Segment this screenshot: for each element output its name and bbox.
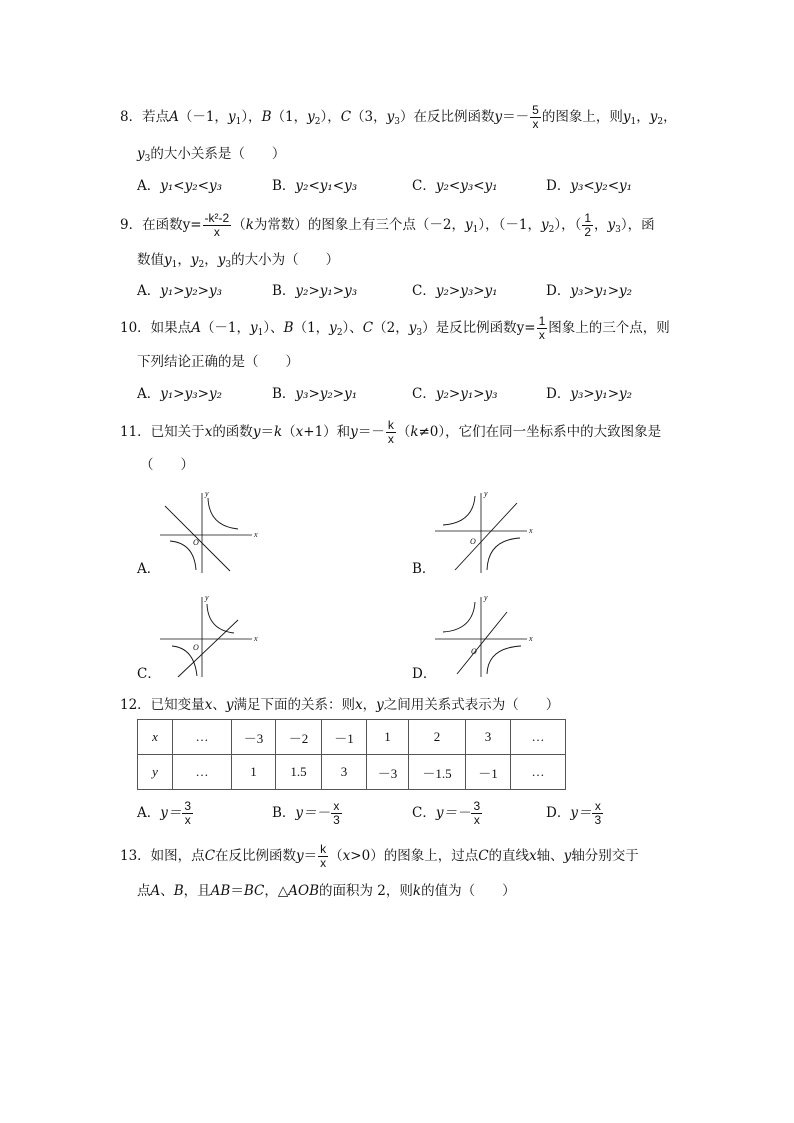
point-c: C xyxy=(362,320,374,336)
text: 8．若点 xyxy=(120,109,170,125)
q10-option-c[interactable] xyxy=(412,384,498,404)
var-y: y xyxy=(465,217,473,233)
table-cell: … xyxy=(511,720,566,755)
option-text: y₃>y₁>y₂ xyxy=(570,283,633,299)
option-label: A． xyxy=(137,386,161,402)
sub: 1 xyxy=(472,225,479,235)
origin-label: O xyxy=(471,647,477,656)
option-text: y₂>y₁>y₃ xyxy=(435,386,498,402)
option-label: B． xyxy=(412,561,436,577)
table-cell: … xyxy=(511,755,566,790)
hyperbola-branch xyxy=(443,496,475,525)
text: ， xyxy=(594,217,608,233)
text: 为常数）的图象上有三个点（－2， xyxy=(253,217,465,233)
text: ）， xyxy=(241,109,262,125)
text: ）在反比例函数 xyxy=(400,109,495,125)
table-cell: 1 xyxy=(232,755,276,790)
var-y: y xyxy=(296,848,304,864)
point-a: A xyxy=(191,320,201,336)
q8-stem-line2 xyxy=(137,144,285,169)
q10-stem-line2 xyxy=(137,352,299,372)
text: +1）和 xyxy=(303,424,351,440)
option-text: y₁>y₃>y₂ xyxy=(160,386,222,402)
numerator: 1 xyxy=(584,211,592,225)
q12-value-table xyxy=(137,719,566,790)
text: （ ） xyxy=(140,457,194,473)
text: 下列结论正确的是（ ） xyxy=(137,354,299,370)
numerator: 3 xyxy=(473,799,481,813)
option-text: y₁>y₂>y₃ xyxy=(160,283,222,299)
var-y: y xyxy=(376,697,384,713)
var-y: y xyxy=(307,109,315,125)
option-label: A． xyxy=(137,178,161,194)
option-text: y＝－ xyxy=(435,805,471,821)
text: 轴分别交于 xyxy=(571,848,639,864)
text: 的大小为（ ） xyxy=(231,252,340,268)
text: （3， xyxy=(351,109,387,125)
q11-stem-line2 xyxy=(140,455,194,475)
option-label: D． xyxy=(546,805,571,821)
q9-option-c[interactable] xyxy=(412,281,498,301)
fraction xyxy=(471,800,482,827)
text: 之间用关系式表示为（ ） xyxy=(383,697,560,713)
option-label: C． xyxy=(412,283,436,299)
text: y= xyxy=(516,320,536,336)
axis-x-label: x xyxy=(529,526,533,535)
var-y: y xyxy=(329,320,337,336)
var-x: x xyxy=(204,424,213,440)
text: 9．在函数 xyxy=(120,217,183,233)
q11-option-d[interactable] xyxy=(412,664,436,684)
table-cell: 1.5 xyxy=(276,755,322,790)
text: （－1， xyxy=(200,320,251,336)
var-x: x xyxy=(529,848,537,864)
line-graph xyxy=(457,612,507,674)
var-x: x xyxy=(354,697,363,713)
cell-text: y xyxy=(152,764,158,779)
segment-bc: BC xyxy=(243,883,265,899)
q8-option-c[interactable] xyxy=(412,176,498,196)
text: 13．如图，点 xyxy=(120,848,205,864)
option-label: C． xyxy=(412,178,436,194)
text: 11．已知关于 xyxy=(120,424,205,440)
hyperbola-branch xyxy=(207,604,234,633)
q10-option-a[interactable] xyxy=(137,384,222,404)
var-y: y xyxy=(225,697,234,713)
denominator: x xyxy=(538,328,545,342)
q13-stem-line1 xyxy=(120,843,639,870)
text: ），（－1， xyxy=(478,217,541,233)
option-label: A． xyxy=(137,283,161,299)
text: 的直线 xyxy=(488,848,530,864)
hyperbola-branch xyxy=(443,602,475,632)
var-k: k xyxy=(410,424,419,440)
sub: 3 xyxy=(225,260,232,270)
text: 的面积为 2，则 xyxy=(319,883,413,899)
text: （1， xyxy=(293,320,330,336)
denominator: 3 xyxy=(594,813,602,827)
text: 图象上的三个点，则 xyxy=(548,320,670,336)
point-b: B xyxy=(283,320,294,336)
option-label: D． xyxy=(546,178,571,194)
axis-y-label: y xyxy=(484,489,488,498)
denominator: x xyxy=(320,856,327,870)
q11-stem-line1 xyxy=(120,419,661,446)
text: 的图象上，则 xyxy=(541,109,623,125)
option-text: y₁<y₂<y₃ xyxy=(160,178,222,194)
axis-x-label: x xyxy=(254,634,258,643)
text: ，且 xyxy=(183,883,211,899)
hyperbola-branch xyxy=(208,498,238,529)
line-graph xyxy=(455,503,517,570)
numerator: 3 xyxy=(184,799,192,813)
denominator: x xyxy=(184,813,191,827)
denominator: x xyxy=(532,117,539,131)
option-label: B． xyxy=(272,178,296,194)
text: ，△ xyxy=(264,883,289,899)
q8-option-d[interactable] xyxy=(546,176,632,196)
text: （1， xyxy=(271,109,308,125)
fraction xyxy=(318,843,328,870)
cell-text: x xyxy=(152,729,158,744)
option-text: y₃>y₂>y₁ xyxy=(295,386,358,402)
var-x: x xyxy=(295,424,304,440)
numerator: 1 xyxy=(538,314,546,328)
fraction xyxy=(182,800,193,827)
option-label: C． xyxy=(412,386,436,402)
row-header-y xyxy=(138,755,173,790)
text: 的大小关系是（ ） xyxy=(150,146,286,162)
q12-option-c[interactable] xyxy=(412,800,483,827)
var-y: y xyxy=(540,217,549,233)
text: 满足下面的关系：则 xyxy=(233,697,355,713)
axis-y-label: y xyxy=(205,489,209,498)
text: （2， xyxy=(373,320,409,336)
denominator: 2 xyxy=(584,225,592,239)
table-row xyxy=(138,720,566,755)
hyperbola-branch xyxy=(487,538,520,570)
sub: 2 xyxy=(198,260,205,270)
q9-stem-line1 xyxy=(120,212,655,240)
option-label: D． xyxy=(546,283,571,299)
option-text: y₃<y₂<y₁ xyxy=(570,178,633,194)
var-y: y xyxy=(227,109,236,125)
q12-option-b[interactable] xyxy=(272,800,343,827)
triangle-aob: AOB xyxy=(288,883,319,899)
text: ）、 xyxy=(263,320,284,336)
option-text: y＝ xyxy=(570,805,592,821)
table-cell: 3 xyxy=(466,720,511,755)
fraction xyxy=(331,800,342,827)
text: ）、 xyxy=(342,320,363,336)
q12-option-d[interactable] xyxy=(546,800,604,827)
text: ＝ xyxy=(303,848,318,864)
sub: 1 xyxy=(630,117,637,127)
fraction xyxy=(537,315,548,342)
q11-option-c[interactable] xyxy=(137,664,161,684)
denominator: x xyxy=(213,225,220,239)
numerator: 5 xyxy=(532,103,539,117)
var-k: k xyxy=(273,424,283,440)
fraction xyxy=(592,800,603,827)
option-text: y＝－ xyxy=(295,805,331,821)
text: ＝－ xyxy=(357,424,385,440)
var-y: y xyxy=(137,146,145,162)
option-label: A． xyxy=(137,805,161,821)
origin-label: O xyxy=(470,537,476,546)
text: ），函 xyxy=(620,217,655,233)
fraction-half xyxy=(582,212,593,239)
option-label: B． xyxy=(272,283,296,299)
segment-ab: AB xyxy=(210,883,231,899)
numerator: k xyxy=(387,418,394,432)
sub: 2 xyxy=(657,117,664,127)
var-y: y xyxy=(386,109,395,125)
option-text: y₃>y₁>y₂ xyxy=(570,386,633,402)
axis-x-label: x xyxy=(529,634,533,643)
fraction xyxy=(386,419,396,446)
sub: 1 xyxy=(171,260,178,270)
text: （ xyxy=(329,848,343,864)
q11-graph-c[interactable] xyxy=(160,592,270,677)
option-label: B． xyxy=(272,386,296,402)
sub: 2 xyxy=(548,225,555,235)
var-y: y xyxy=(649,109,658,125)
var-y: y xyxy=(252,424,261,440)
var-x: x xyxy=(342,848,351,864)
hyperbola-branch xyxy=(487,646,521,674)
axis-y-label: y xyxy=(484,593,488,602)
text: >0）的图象上，过点 xyxy=(350,848,479,864)
q11-graph-a[interactable] xyxy=(160,488,270,573)
point-b: B xyxy=(173,883,184,899)
numerator: x xyxy=(592,800,603,814)
origin-label: O xyxy=(193,643,199,652)
option-label: C． xyxy=(137,666,161,682)
option-label: D． xyxy=(412,666,437,682)
q9-option-b[interactable] xyxy=(272,281,357,301)
sub: 3 xyxy=(615,225,621,235)
table-cell: －2 xyxy=(276,720,322,755)
text: 点 xyxy=(137,883,151,899)
origin-label: O xyxy=(193,538,199,547)
var-y: y xyxy=(164,252,172,268)
table-cell: … xyxy=(173,720,232,755)
row-header-x xyxy=(138,720,173,755)
text: ≠0），它们在同一坐标系中的大致图象是 xyxy=(418,424,662,440)
text: 10．如果点 xyxy=(120,320,192,336)
q9-option-a[interactable] xyxy=(137,281,222,301)
text: 数值 xyxy=(137,252,164,268)
table-cell: －1 xyxy=(322,720,367,755)
option-label: B． xyxy=(272,805,296,821)
numerator: x xyxy=(331,800,342,814)
sub: 2 xyxy=(336,328,343,338)
q11-option-b[interactable] xyxy=(412,559,435,579)
option-text: y₂>y₃>y₁ xyxy=(435,283,498,299)
table-cell: －3 xyxy=(367,755,409,790)
var-y: y xyxy=(563,848,572,864)
text: （ xyxy=(396,424,411,440)
table-cell: … xyxy=(173,755,232,790)
fraction xyxy=(203,212,232,239)
sub: 3 xyxy=(144,154,151,164)
sub: 2 xyxy=(314,117,321,127)
table-cell: －1.5 xyxy=(409,755,466,790)
text: （ xyxy=(232,217,246,233)
fraction xyxy=(530,104,541,131)
var-x: x xyxy=(204,697,213,713)
text: （－1， xyxy=(178,109,228,125)
q10-option-d[interactable] xyxy=(546,384,632,404)
table-cell: 2 xyxy=(409,720,466,755)
sub: 1 xyxy=(257,328,264,338)
text: ＝－ xyxy=(502,109,530,125)
sub: 3 xyxy=(416,328,423,338)
denominator: x xyxy=(387,432,394,446)
option-label: D． xyxy=(546,386,571,402)
q9-option-d[interactable] xyxy=(546,281,632,301)
text: 的函数 xyxy=(212,424,253,440)
q10-stem-line1 xyxy=(120,315,670,343)
text: ）是反比例函数 xyxy=(422,320,517,336)
text: 、 xyxy=(160,883,174,899)
text: ）， xyxy=(320,109,341,125)
var-y: y xyxy=(607,217,616,233)
q11-graph-d[interactable] xyxy=(435,592,545,677)
option-label: C． xyxy=(412,805,436,821)
option-label: A． xyxy=(137,561,161,577)
text: （ xyxy=(282,424,296,440)
sub: 1 xyxy=(235,117,242,127)
q12-option-a[interactable] xyxy=(137,800,194,827)
table-cell: －1 xyxy=(466,755,511,790)
var-k: k xyxy=(245,217,254,233)
denominator: x xyxy=(473,813,480,827)
var-y: y xyxy=(622,109,631,125)
q8-stem-line1: 8．若点A（－1，$y_1$），B（1，$y_2$），C（3，$y_3$）在反比例函数y＝－ $\frac{5}{x}$ 的图象上，则$y_1$，$y_2$， xyxy=(120,103,677,131)
q8-option-a[interactable] xyxy=(137,176,222,196)
text: 在反比例函数 xyxy=(215,848,297,864)
var-y: y xyxy=(408,320,417,336)
text: 轴、 xyxy=(536,848,564,864)
point-c: C xyxy=(340,109,352,125)
text: ＝ xyxy=(260,424,274,440)
point-a: A xyxy=(169,109,179,125)
axis-x-label: x xyxy=(254,530,258,539)
axis-y-label: y xyxy=(205,593,209,602)
q8-option-b[interactable] xyxy=(272,176,357,196)
table-cell: －3 xyxy=(232,720,276,755)
table-row xyxy=(138,755,566,790)
q11-graph-b[interactable] xyxy=(435,488,545,573)
point-c: C xyxy=(478,848,489,864)
denominator: 3 xyxy=(333,813,340,827)
option-text: y₂<y₁<y₃ xyxy=(295,178,358,194)
var-y: y xyxy=(494,109,503,125)
var-y: y xyxy=(217,252,226,268)
text: 12．已知变量 xyxy=(120,697,205,713)
table-cell: 1 xyxy=(367,720,409,755)
text: ＝ xyxy=(230,883,244,899)
option-text: y＝ xyxy=(160,805,182,821)
var-y: y xyxy=(190,252,199,268)
point-c: C xyxy=(204,848,216,864)
numerator: -k²-2 xyxy=(204,211,230,225)
text: 的值为（ ） xyxy=(421,883,516,899)
var-k: k xyxy=(412,883,422,899)
line-graph xyxy=(178,620,238,677)
q9-stem-line2: 数值$y_1$，$y_2$，$y_3$的大小为（ ） xyxy=(137,252,340,270)
point-b: B xyxy=(261,109,272,125)
point-a: A xyxy=(150,883,161,899)
option-text: y₂>y₁>y₃ xyxy=(295,283,358,299)
q12-stem: 12．已知变量x、y满足下面的关系：则x，y之间用关系式表示为（ ） xyxy=(120,697,560,713)
table-cell: 3 xyxy=(322,755,367,790)
q10-option-b[interactable] xyxy=(272,384,357,404)
q13-stem-line2 xyxy=(137,881,516,901)
text: ），（ xyxy=(554,217,582,233)
option-text: y₂<y₃<y₁ xyxy=(435,178,498,194)
numerator: k xyxy=(320,842,327,856)
text: y= xyxy=(182,217,202,233)
q11-option-a[interactable] xyxy=(137,559,160,579)
var-y: y xyxy=(350,424,358,440)
var-y: y xyxy=(250,320,258,336)
sub: 3 xyxy=(394,117,401,127)
